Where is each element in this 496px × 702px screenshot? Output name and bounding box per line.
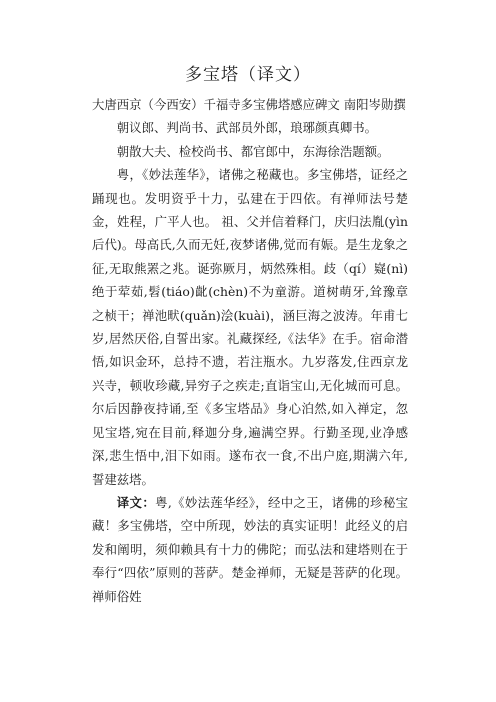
translation-label: 译文： — [116, 494, 156, 510]
paragraph-calligrapher: 朝议郎、判尚书、武部员外郎，琅琊颜真卿书。 — [116, 120, 377, 136]
translation-text: 粤,《妙法莲华经》，经中之王，诸佛的珍秘宝藏！多宝佛塔，空中所现，妙法的真实证明！此经义的启发和阐明，须仰赖具有十力的佛陀；而弘法和建塔则在于奉行“四依”原则的菩萨。楚金禅师，无疑是菩萨的化现。禅师俗姓 — [92, 494, 408, 604]
paragraph-original-text: 粤，《妙法莲华》，诸佛之秘藏也。多宝佛塔，证经之踊现也。发明资乎十力，弘建在于四依。有禅师法号楚金，姓程，广平人也。 祖、父并信着释门，庆归法胤(yìn 后代)。母高氏,久而无妊,夜梦诸佛,觉而有娠。是生龙象之征,无取熊罴之兆。诞弥厥月，炳然殊相。歧（qí）嶷(nì)绝于荤茹,髫(tiáo)齔(chèn)不为童游。道树萌牙,耸豫章之桢干；禅池畎(quǎn)浍(kuài)，涵巨海之波涛。年甫七岁,居然厌俗,自誓出家。礼藏探经,《法华》在手。宿命潜悟,如识金环，总持不遗，若注瓶水。九岁落发,住西京龙兴寺，顿收珍藏,异穷子之疾走;直诣宝山,无化城而可息。尔后因静夜持诵,至《多宝塔品》身心泊然,如入禅定，忽见宝塔,宛在目前,释迦分身,遍满空界。行勤圣现,业净感深,悲生悟中,泪下如雨。遂布衣一食,不出户庭,期满六年,誓建兹塔。 — [92, 167, 408, 487]
page-title: 多宝塔（译文） — [185, 65, 311, 85]
paragraph-heading-info: 大唐西京（今西安）千福寺多宝佛塔感应碑文 南阳岑勋撰 — [92, 97, 406, 112]
paragraph-title-writer: 朝散大夫、检校尚书、都官郎中，东海徐浩题额。 — [116, 143, 390, 159]
document-body — [92, 93, 408, 608]
paragraph-translation — [92, 491, 408, 608]
